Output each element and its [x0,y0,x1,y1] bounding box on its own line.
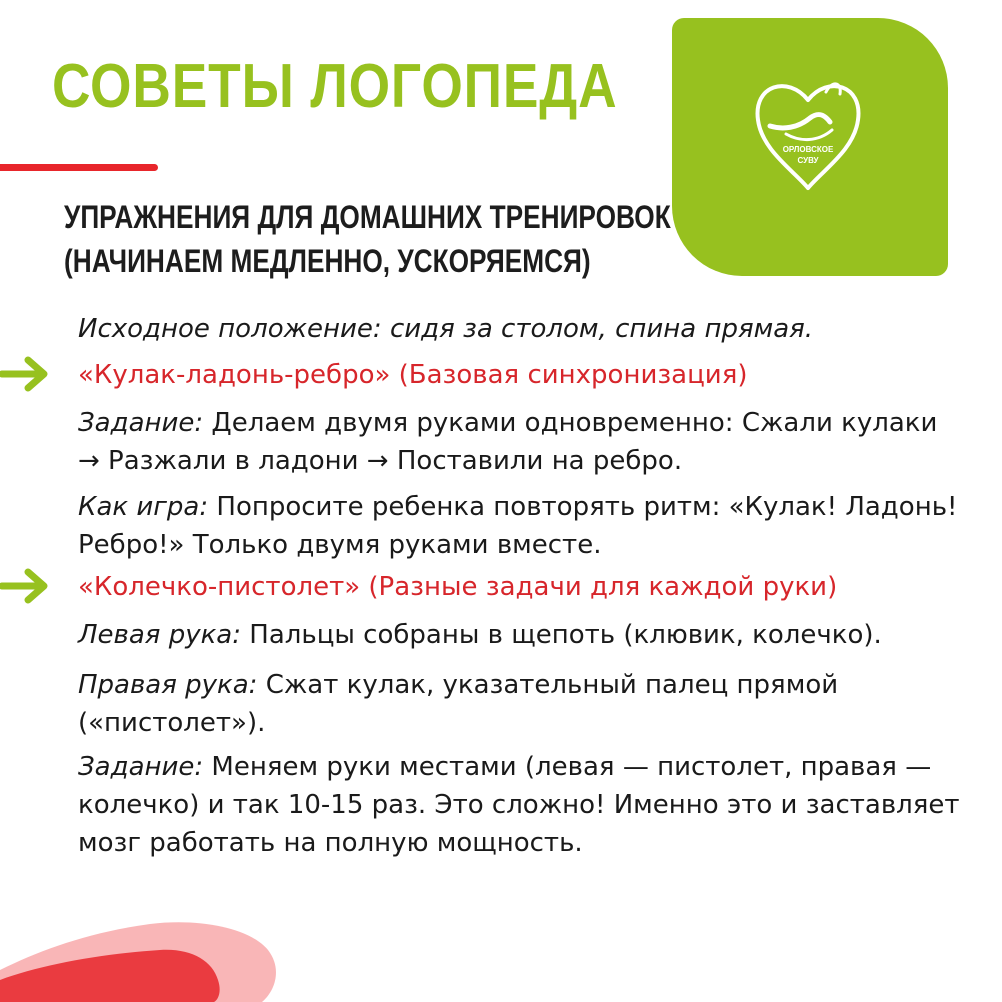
task-text-2: → Разжали в ладони → Поставили на ребро. [78,446,683,476]
task-label-2: Задание: [78,752,204,782]
left-hand-text: Пальцы собраны в щепоть (клювик, колечко). [241,620,882,650]
task-text-3: Меняем руки местами (левая — пистолет, правая — [203,752,932,782]
page-title: СОВЕТЫ ЛОГОПЕДА [52,52,618,121]
right-hand-text-2: («пистолет»). [78,708,266,738]
game-label: Как игра: [78,492,209,522]
logo-text-2: СУВУ [797,156,819,165]
exercise-2-left-hand [78,616,958,654]
exercise-2-task [78,748,958,862]
exercise-2-right-hand [78,666,958,742]
arrow-right-icon [0,566,50,606]
game-text: Попросите ребенка повторять ритм: «Кулак! Ладонь! [208,492,958,522]
decorative-blob [0,910,300,1002]
intro-text: Исходное положение: сидя за столом, спина прямая. [78,314,814,344]
game-text-2: Ребро!» Только двумя руками вместе. [78,530,602,560]
exercise-1-heading: «Кулак-ладонь-ребро» (Базовая синхронизация) [78,360,748,390]
exercise-2-heading: «Колечко-пистолет» (Разные задачи для каждой руки) [78,572,838,602]
exercise-1-game [78,488,958,564]
exercise-1-task [78,404,958,480]
task-text-5: мозг работать на полную мощность. [78,828,583,858]
right-hand-text: Сжат кулак, указательный палец прямой [257,670,839,700]
right-hand-label: Правая рука: [78,670,258,700]
subtitle-line-2: (НАЧИНАЕМ МЕДЛЕННО, УСКОРЯЕМСЯ) [64,243,591,279]
task-text-4: колечко) и так 10-15 раз. Это сложно! Именно это и заставляет [78,790,960,820]
subtitle-line-1: УПРАЖНЕНИЯ ДЛЯ ДОМАШНИХ ТРЕНИРОВОК [64,199,671,235]
logo-icon [748,70,868,198]
task-label: Задание: [78,408,204,438]
arrow-right-icon [0,354,50,394]
task-text: Делаем двумя руками одновременно: Сжали кулаки [203,408,938,438]
title-underline [0,164,158,171]
subtitle [64,195,671,283]
logo-text-1: ОРЛОВСКОЕ [782,145,834,154]
left-hand-label: Левая рука: [78,620,241,650]
